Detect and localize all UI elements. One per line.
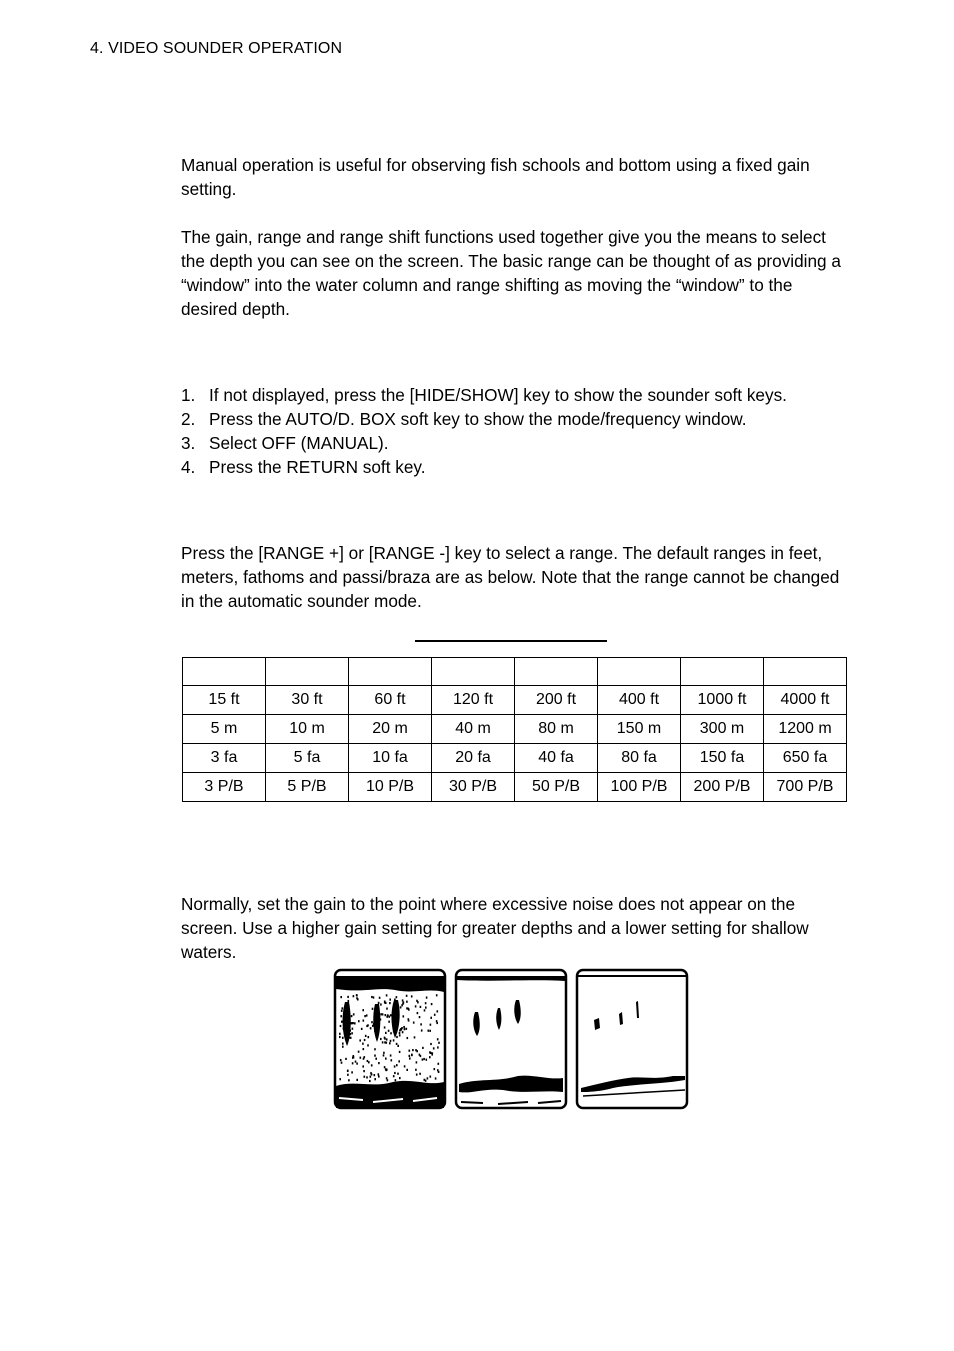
table-cell: 4000 ft bbox=[764, 686, 847, 715]
header-cell bbox=[515, 658, 598, 686]
step-text: Press the RETURN soft key. bbox=[209, 457, 426, 477]
table-cell: 80 fa bbox=[598, 744, 681, 773]
table-caption-rule bbox=[415, 640, 607, 642]
table-cell: 1000 ft bbox=[681, 686, 764, 715]
table-cell: 80 m bbox=[515, 715, 598, 744]
table-cell: 10 fa bbox=[349, 744, 432, 773]
default-ranges-table bbox=[182, 657, 847, 802]
table-row bbox=[183, 744, 847, 773]
header-cell bbox=[266, 658, 349, 686]
table-cell: 10 m bbox=[266, 715, 349, 744]
table-cell: 200 ft bbox=[515, 686, 598, 715]
table-header-row bbox=[183, 658, 847, 686]
list-item bbox=[181, 407, 787, 431]
table-cell: 100 P/B bbox=[598, 773, 681, 802]
table-cell: 650 fa bbox=[764, 744, 847, 773]
table-cell: 60 ft bbox=[349, 686, 432, 715]
table-row bbox=[183, 715, 847, 744]
header-cell bbox=[598, 658, 681, 686]
table-cell: 20 fa bbox=[432, 744, 515, 773]
table-row bbox=[183, 773, 847, 802]
step-text: Select OFF (MANUAL). bbox=[209, 433, 389, 453]
table-cell: 50 P/B bbox=[515, 773, 598, 802]
table-row bbox=[183, 686, 847, 715]
range-window-paragraph: The gain, range and range shift functions used together give you the means to select the depth you can see on the screen. The basic range can be thought of as providing a “window” into the water column and range shifting as moving the “window” to the desired depth. bbox=[181, 227, 841, 319]
header-cell bbox=[681, 658, 764, 686]
running-header: 4. VIDEO SOUNDER OPERATION bbox=[90, 40, 343, 57]
header-cell bbox=[764, 658, 847, 686]
table-cell: 10 P/B bbox=[349, 773, 432, 802]
header-cell bbox=[432, 658, 515, 686]
manual-steps-list bbox=[181, 383, 787, 479]
table-cell: 20 m bbox=[349, 715, 432, 744]
step-number: 4. bbox=[181, 457, 196, 477]
table-cell: 5 m bbox=[183, 715, 266, 744]
step-number: 2. bbox=[181, 409, 196, 429]
table-cell: 30 P/B bbox=[432, 773, 515, 802]
manual-intro-paragraph: Manual operation is useful for observing fish schools and bottom using a fixed gain setting. bbox=[181, 155, 810, 199]
table-cell: 30 ft bbox=[266, 686, 349, 715]
table-cell: 700 P/B bbox=[764, 773, 847, 802]
high-gain-screen bbox=[335, 970, 445, 1108]
table-cell: 5 fa bbox=[266, 744, 349, 773]
table-cell: 150 m bbox=[598, 715, 681, 744]
table-cell: 150 fa bbox=[681, 744, 764, 773]
low-gain-screen bbox=[577, 970, 687, 1108]
table-cell: 5 P/B bbox=[266, 773, 349, 802]
list-item bbox=[181, 383, 787, 407]
table-cell: 120 ft bbox=[432, 686, 515, 715]
table-cell: 300 m bbox=[681, 715, 764, 744]
medium-gain-screen bbox=[456, 970, 566, 1108]
table-cell: 3 fa bbox=[183, 744, 266, 773]
list-item bbox=[181, 455, 787, 479]
header-cell bbox=[183, 658, 266, 686]
step-number: 3. bbox=[181, 433, 196, 453]
header-cell bbox=[349, 658, 432, 686]
gain-paragraph: Normally, set the gain to the point where excessive noise does not appear on the screen. Use a higher gain setting for greater depths and a lower setting for shallow waters. bbox=[181, 894, 809, 962]
table-cell: 15 ft bbox=[183, 686, 266, 715]
list-item bbox=[181, 431, 787, 455]
step-number: 1. bbox=[181, 385, 196, 405]
table-cell: 400 ft bbox=[598, 686, 681, 715]
step-text: Press the AUTO/D. BOX soft key to show the mode/frequency window. bbox=[209, 409, 747, 429]
gain-illustration bbox=[333, 968, 689, 1110]
table-cell: 40 fa bbox=[515, 744, 598, 773]
table-cell: 40 m bbox=[432, 715, 515, 744]
range-paragraph: Press the [RANGE +] or [RANGE -] key to select a range. The default ranges in feet, meters, fathoms and passi/braza are as below. Note that the range cannot be changed in the automatic sounder mode. bbox=[181, 543, 840, 611]
table-cell: 200 P/B bbox=[681, 773, 764, 802]
table-cell: 1200 m bbox=[764, 715, 847, 744]
table-cell: 3 P/B bbox=[183, 773, 266, 802]
step-text: If not displayed, press the [HIDE/SHOW] key to show the sounder soft keys. bbox=[209, 385, 787, 405]
